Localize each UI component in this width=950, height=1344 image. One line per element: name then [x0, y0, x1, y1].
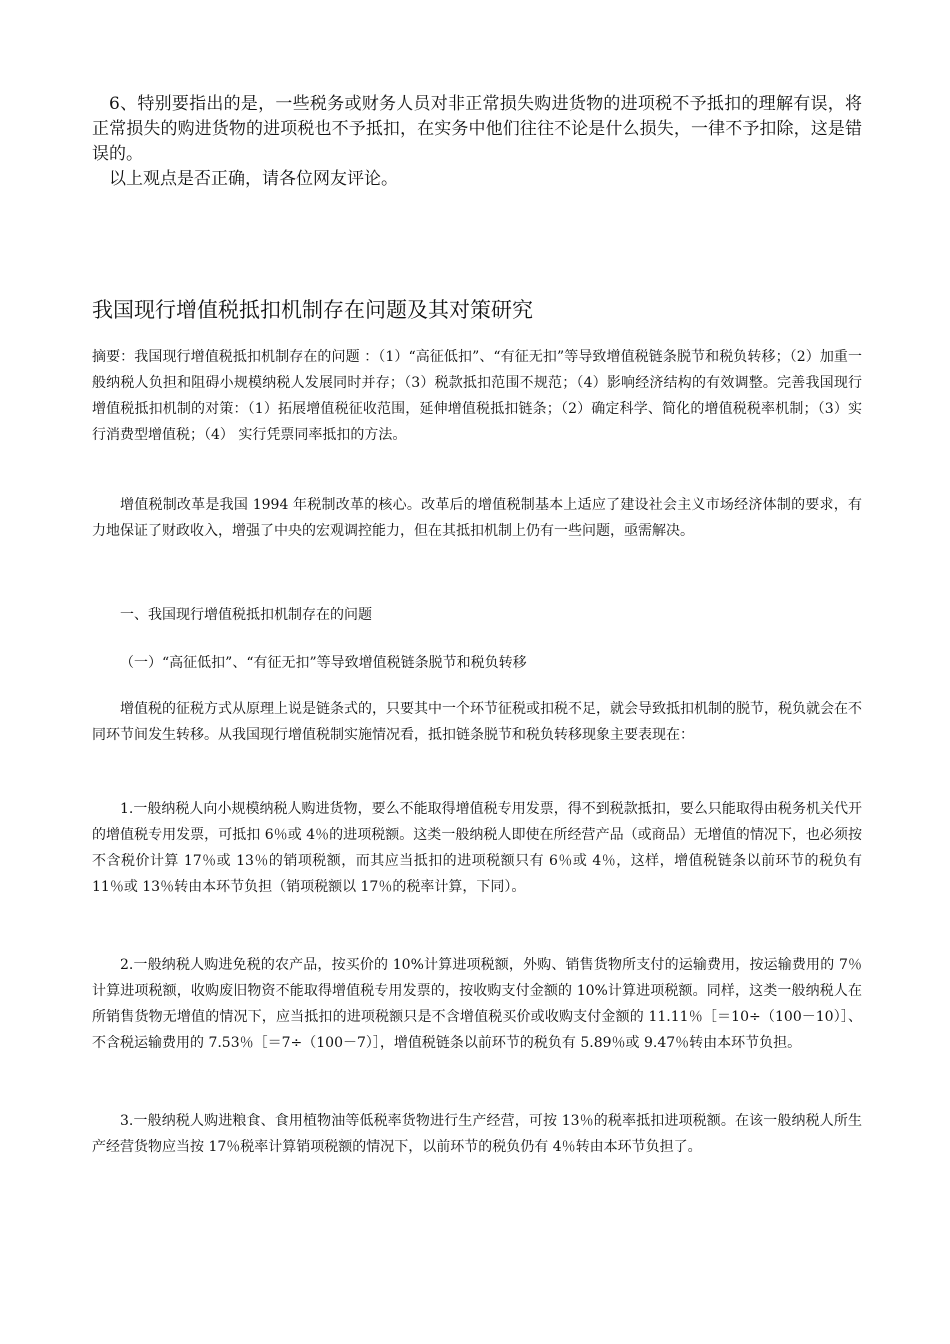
item-3-paragraph: 3.一般纳税人购进粮食、食用植物油等低税率货物进行生产经营，可按 13％的税率抵扣进项税额。在该一般纳税人所生产经营货物应当按 17％税率计算销项税额的情况下，以前环节的税负仍有 4％转由本环节负担了。: [92, 1113, 862, 1155]
intro-paragraph: 增值税制改革是我国 1994 年税制改革的核心。改革后的增值税制基本上适应了建设社会主义市场经济体制的要求，有力地保证了财政收入，增强了中央的宏观调控能力，但在其抵扣机制上仍有一些问题，亟需解决。: [92, 497, 862, 539]
section-1-heading: 一、我国现行增值税抵扣机制存在的问题: [120, 607, 372, 623]
item-1-paragraph: 1.一般纳税人向小规模纳税人购进货物，要么不能取得增值税专用发票，得不到税款抵扣，要么只能取得由税务机关代开的增值税专用发票，可抵扣 6％或 4％的进项税额。这类一般纳税人即使在所经营产品（或商品）无增值的情况下，也必须按不含税价计算 17％或 13％的销项税额，而其应当抵扣的进项税额只有 6％或 4％，这样，增值税链条以前环节的税负有 11％或 13％转由本环节负担（销项税额以 17％的税率计算，下同）。: [92, 801, 862, 895]
point-6-paragraph: 6、特别要指出的是，一些税务或财务人员对非正常损失购进货物的进项税不予抵扣的理解有误，将正常损失的购进货物的进项税也不予抵扣，在实务中他们往往不论是什么损失，一律不予扣除，这是错误的。: [92, 94, 862, 164]
chain-paragraph: 增值税的征税方式从原理上说是链条式的，只要其中一个环节征税或扣税不足，就会导致抵扣机制的脱节，税负就会在不同环节间发生转移。从我国现行增值税制实施情况看，抵扣链条脱节和税负转移现象主要表现在：: [92, 701, 862, 743]
subsection-1-heading: （一）“高征低扣”、“有征无扣”等导致增值税链条脱节和税负转移: [120, 655, 527, 671]
article-title: 我国现行增值税抵扣机制存在问题及其对策研究: [92, 298, 533, 322]
item-2-paragraph: 2.一般纳税人购进免税的农产品，按买价的 10%计算进项税额，外购、销售货物所支付的运输费用，按运输费用的 7％计算进项税额，收购废旧物资不能取得增值税专用发票的，按收购支付金额的 10%计算进项税额。同样，这类一般纳税人在所销售货物无增值的情况下，应当抵扣的进项税额只是不含增值税买价或收购支付金额的 11.11％［＝10÷（100－10）］、不含税运输费用的 7.53％［＝7÷（100－7）］，增值税链条以前环节的税负有 5.89％或 9.47％转由本环节负担。: [92, 957, 862, 1051]
closing-paragraph: 以上观点是否正确，请各位网友评论。: [109, 169, 398, 189]
abstract-paragraph: 摘要：我国现行增值税抵扣机制存在的问题 ：（1）“高征低扣”、“有征无扣”等导致增值税链条脱节和税负转移；（2）加重一般纳税人负担和阻碍小规模纳税人发展同时并存；（3）税款抵扣范围不规范；（4）影响经济结构的有效调整。完善我国现行增值税抵扣机制的对策：（1）拓展增值税征收范围，延伸增值税抵扣链条；（2）确定科学、简化的增值税税率机制；（3）实行消费型增值税；（4） 实行凭票同率抵扣的方法。: [92, 349, 862, 443]
previous-article-tail: [92, 92, 862, 192]
